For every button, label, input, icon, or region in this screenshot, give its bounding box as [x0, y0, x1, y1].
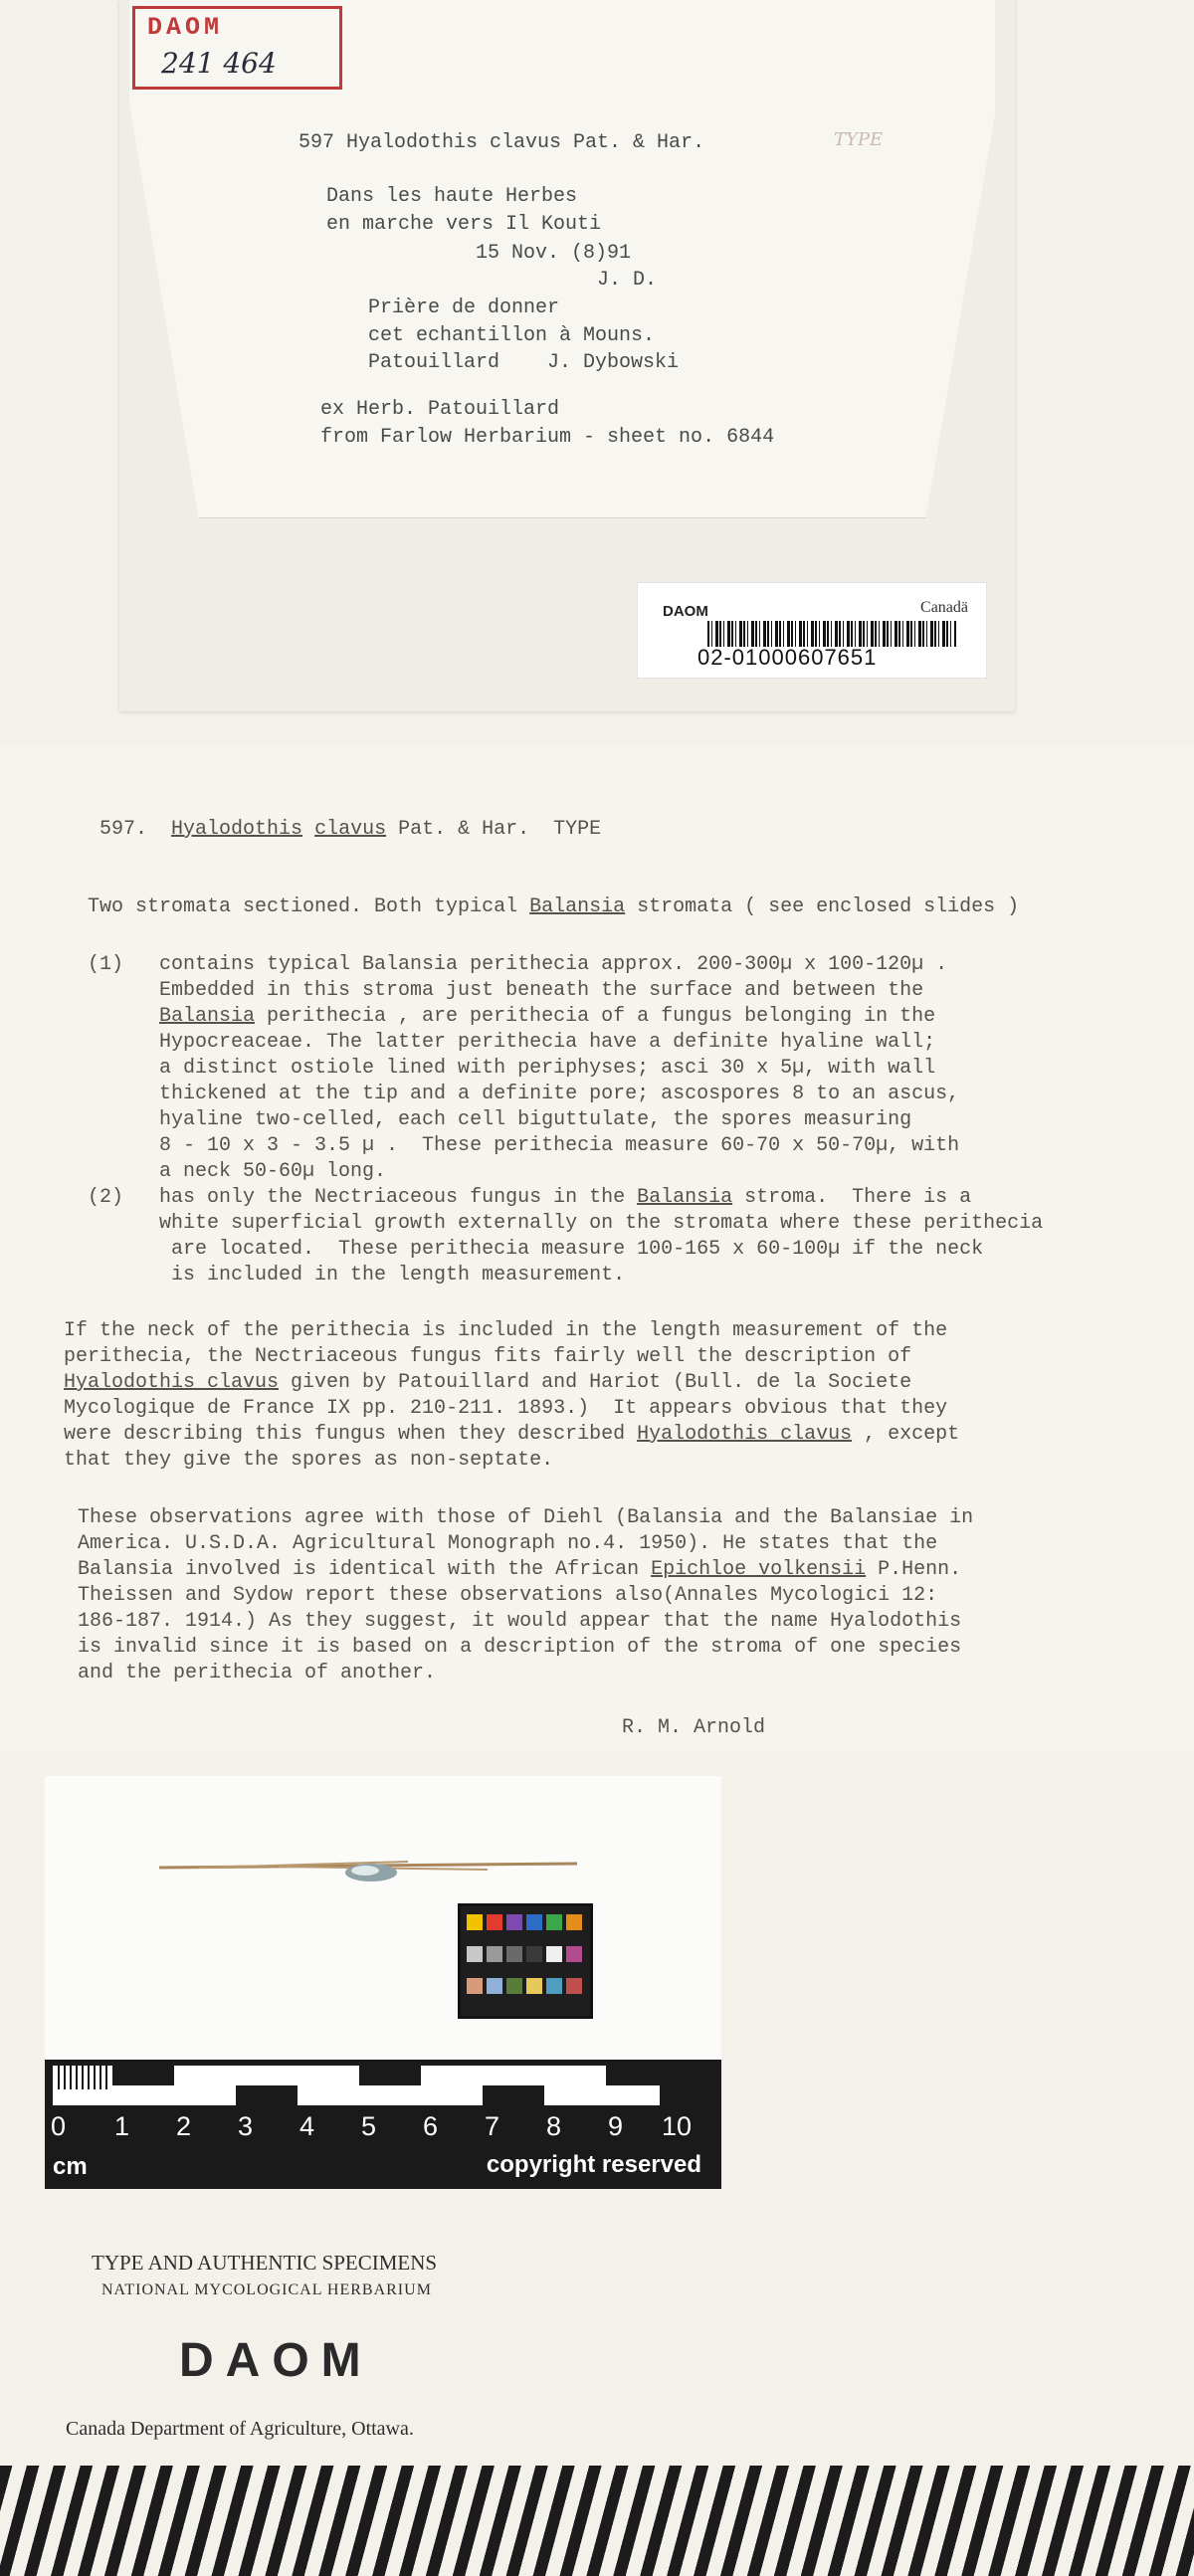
notes-p3-line: Mycologique de France IX pp. 210-211. 1893.) It appears obvious that they	[64, 1397, 948, 1420]
p2-part-b: stroma. There is a	[732, 1186, 972, 1209]
notes-p4-line: Theissen and Sydow report these observations also(Annales Mycologici 12:	[78, 1584, 938, 1607]
color-swatch	[546, 1946, 562, 1962]
p2-genus: Balansia	[637, 1186, 733, 1209]
ruler-label: 1	[114, 2111, 130, 2141]
label-collector-initials: J. D.	[597, 269, 658, 292]
ruler-label: 8	[546, 2111, 562, 2141]
label-locality-1: Dans les haute Herbes	[326, 185, 578, 208]
p4-part-b: P.Henn.	[866, 1558, 962, 1581]
notes-p2-line: are located. These perithecia measure 100-165 x 60-100µ if the neck	[88, 1238, 984, 1261]
notes-p2-line: is included in the length measurement.	[88, 1264, 626, 1287]
footer-herbarium-name: NATIONAL MYCOLOGICAL HERBARIUM	[101, 2281, 432, 2298]
p2-part-a: (2) has only the Nectriaceous fungus in the	[88, 1186, 638, 1209]
notes-p1-line: thickened at the tip and a definite pore; ascospores 8 to an ascus,	[88, 1083, 960, 1105]
color-swatch	[566, 1914, 582, 1930]
footer-type-specimens: TYPE AND AUTHENTIC SPECIMENS	[92, 2251, 438, 2275]
ruler-label: 5	[361, 2111, 377, 2141]
ruler-label: 4	[299, 2111, 315, 2141]
notes-title	[100, 818, 601, 841]
notes-title-species: clavus	[314, 818, 387, 841]
color-calibration-chart-icon	[458, 1903, 593, 2019]
ruler-ticks-icon	[45, 2060, 721, 2109]
barcode-number: 02-01000607651	[697, 645, 878, 670]
ruler-label: 2	[176, 2111, 192, 2141]
label-date: 15 Nov. (8)91	[476, 242, 632, 265]
notes-p4-line: 186-187. 1914.) As they suggest, it would appear that the name Hyalodothis	[78, 1610, 962, 1633]
color-swatch	[487, 1946, 502, 1962]
ruler-label: 7	[485, 2111, 500, 2141]
stripe-border	[0, 2466, 1194, 2576]
color-swatch	[526, 1914, 542, 1930]
ruler-label: 0	[51, 2111, 67, 2141]
label-ex-herb: ex Herb. Patouillard	[320, 398, 560, 421]
notes-p3-line: If the neck of the perithecia is included in the length measurement of the	[64, 1319, 948, 1342]
notes-p3-line	[64, 1371, 911, 1394]
p3-line3-text: given by Patouillard and Hariot (Bull. de la Societe	[279, 1371, 912, 1394]
p4-part-a: Balansia involved is identical with the African	[78, 1558, 652, 1581]
notes-p1-line: (1) contains typical Balansia perithecia approx. 200-300µ x 100-120µ .	[88, 953, 948, 976]
color-swatch	[546, 1978, 562, 1994]
color-swatch	[566, 1978, 582, 1994]
notes-p3-line: perithecia, the Nectriaceous fungus fits fairly well the description of	[64, 1345, 912, 1368]
notes-p1-line: a distinct ostiole lined with periphyses; asci 30 x 5µ, with wall	[88, 1057, 936, 1080]
footer-department: Canada Department of Agriculture, Ottawa.	[66, 2418, 414, 2440]
notes-title-number: 597.	[100, 818, 148, 841]
ruler-label: 6	[423, 2111, 439, 2141]
intro-part-b: stromata ( see enclosed slides )	[625, 895, 1020, 918]
p3-part-a: were describing this fungus when they described	[64, 1423, 638, 1446]
notes-p4-line	[78, 1558, 961, 1581]
label-species-line: 597 Hyalodothis clavus Pat. & Har.	[298, 131, 705, 154]
notes-p2-line	[88, 1186, 971, 1209]
stamp-title: DAOM	[147, 13, 224, 42]
stroma-specimen-icon	[333, 1858, 403, 1887]
notes-p1-line	[159, 1005, 935, 1028]
notes-p3-line: that they give the spores as non-septate.	[64, 1449, 554, 1472]
barcode-institution: DAOM	[663, 603, 708, 620]
color-swatch	[467, 1946, 483, 1962]
label-note-1: Prière de donner	[368, 297, 560, 319]
label-farlow: from Farlow Herbarium - sheet no. 6844	[320, 426, 775, 449]
typed-notes-sheet	[0, 746, 1194, 1751]
ruler-label: 3	[238, 2111, 254, 2141]
color-swatch	[526, 1946, 542, 1962]
p4-taxon: Epichloe volkensii	[651, 1558, 867, 1581]
color-swatch	[467, 1914, 483, 1930]
notes-p4-line: is invalid since it is based on a description of the stroma of one species	[78, 1636, 962, 1659]
color-swatch	[506, 1914, 522, 1930]
footer-daom-logo: DAOM	[179, 2334, 373, 2387]
notes-p1-line: 8 - 10 x 3 - 3.5 µ . These perithecia measure 60-70 x 50-70µ, with	[88, 1134, 960, 1157]
notes-p1-line: hyaline two-celled, each cell biguttulate, the spores measuring	[88, 1108, 912, 1131]
color-swatch	[566, 1946, 582, 1962]
label-note-3: Patouillard J. Dybowski	[368, 351, 680, 374]
notes-title-rest: Pat. & Har. TYPE	[386, 818, 602, 841]
notes-p4-line: America. U.S.D.A. Agricultural Monograph no.4. 1950). He states that the	[78, 1532, 938, 1555]
notes-p4-line: These observations agree with those of Diehl (Balansia and the Balansiae in	[78, 1506, 974, 1529]
color-swatch	[487, 1978, 502, 1994]
stamp-number: 241 464	[161, 47, 277, 80]
barcode-label	[637, 582, 987, 679]
color-swatch	[506, 1978, 522, 1994]
p3-taxon-2: Hyalodothis clavus	[637, 1423, 853, 1446]
specimen-photo	[45, 1776, 721, 2060]
p3-taxon: Hyalodothis clavus	[64, 1371, 280, 1394]
color-swatch	[487, 1914, 502, 1930]
label-note-2: cet echantillon à Mouns.	[368, 324, 656, 347]
label-type-note: TYPE	[834, 129, 884, 150]
label-locality-2: en marche vers Il Kouti	[326, 213, 602, 236]
notes-intro	[88, 895, 1019, 918]
ruler-unit: cm	[53, 2153, 88, 2180]
notes-p1-line: a neck 50-60µ long.	[88, 1160, 387, 1183]
intro-part-a: Two stromata sectioned. Both typical	[88, 895, 530, 918]
color-swatch	[526, 1978, 542, 1994]
ruler-label: 10	[662, 2111, 693, 2141]
intro-genus: Balansia	[529, 895, 626, 918]
p3-part-b: , except	[852, 1423, 960, 1446]
notes-title-genus: Hyalodothis	[171, 818, 303, 841]
color-swatch	[546, 1914, 562, 1930]
barcode-icon	[707, 621, 956, 647]
p1-genus: Balansia	[159, 1005, 256, 1028]
color-swatch	[506, 1946, 522, 1962]
copyright-notice: copyright reserved	[486, 2151, 701, 2178]
canada-wordmark: Canadä	[920, 599, 968, 616]
notes-signature: R. M. Arnold	[622, 1716, 766, 1739]
p1-line3-text: perithecia , are perithecia of a fungus belonging in the	[255, 1005, 936, 1028]
notes-p1-line: Hypocreaceae. The latter perithecia have a definite hyaline wall;	[88, 1031, 936, 1054]
notes-p4-line: and the perithecia of another.	[78, 1662, 437, 1684]
daom-accession-stamp	[132, 6, 342, 90]
notes-p2-line: white superficial growth externally on the stromata where these perithecia	[88, 1212, 1044, 1235]
notes-p1-line: Embedded in this stroma just beneath the surface and between the	[88, 979, 924, 1002]
color-swatch	[467, 1978, 483, 1994]
notes-p3-line	[64, 1423, 959, 1446]
scale-ruler	[45, 2060, 721, 2189]
ruler-label: 9	[608, 2111, 624, 2141]
